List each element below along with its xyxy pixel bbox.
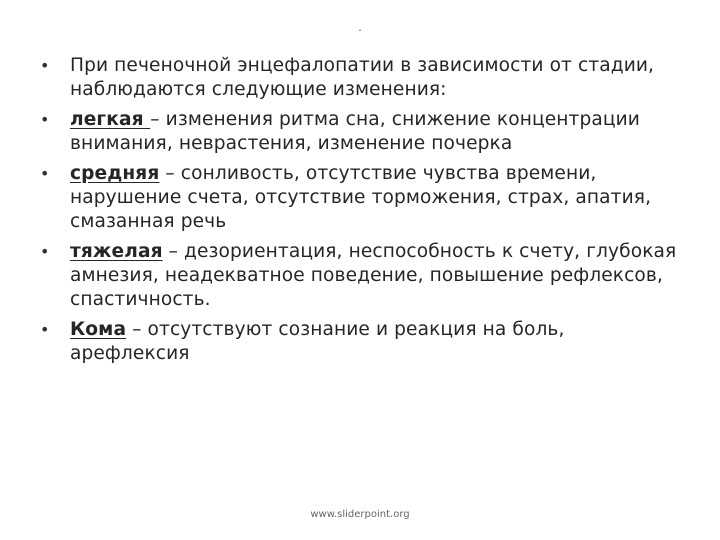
bullet-text: – дезориентация, неспособность к счету, глубокая амнезия, неадекватное поведение, повышение рефлексов, спастичность. (70, 241, 677, 310)
bullet-icon: • (40, 164, 50, 183)
footer-url: www.sliderpoint.org (310, 509, 410, 520)
bullet-icon: • (40, 110, 50, 129)
bullet-item-severe (40, 240, 690, 312)
bullet-icon: • (40, 242, 50, 261)
bullet-text: – изменения ритма сна, снижение концентрации внимания, неврастения, изменение почерка (70, 109, 640, 154)
slide-title: . (358, 21, 362, 34)
stage-term: легкая (70, 109, 151, 130)
bullet-item-intro (40, 54, 690, 102)
bullet-text: При печеночной энцефалопатии в зависимости от стадии, наблюдаются следующие изменения: (70, 55, 655, 100)
bullet-list (40, 54, 690, 372)
bullet-text: – сонливость, отсутствие чувства времени, нарушение счета, отсутствие торможения, страх, апатия, смазанная речь (70, 163, 652, 232)
stage-term: тяжелая (70, 241, 163, 262)
bullet-item-mild (40, 108, 690, 156)
bullet-icon: • (40, 320, 50, 339)
stage-term: Кома (70, 319, 127, 340)
bullet-item-coma (40, 318, 690, 366)
bullet-text: – отсутствуют сознание и реакция на боль, арефлексия (70, 319, 565, 364)
stage-term: средняя (70, 163, 160, 184)
bullet-icon: • (40, 56, 50, 75)
bullet-item-moderate (40, 162, 690, 234)
